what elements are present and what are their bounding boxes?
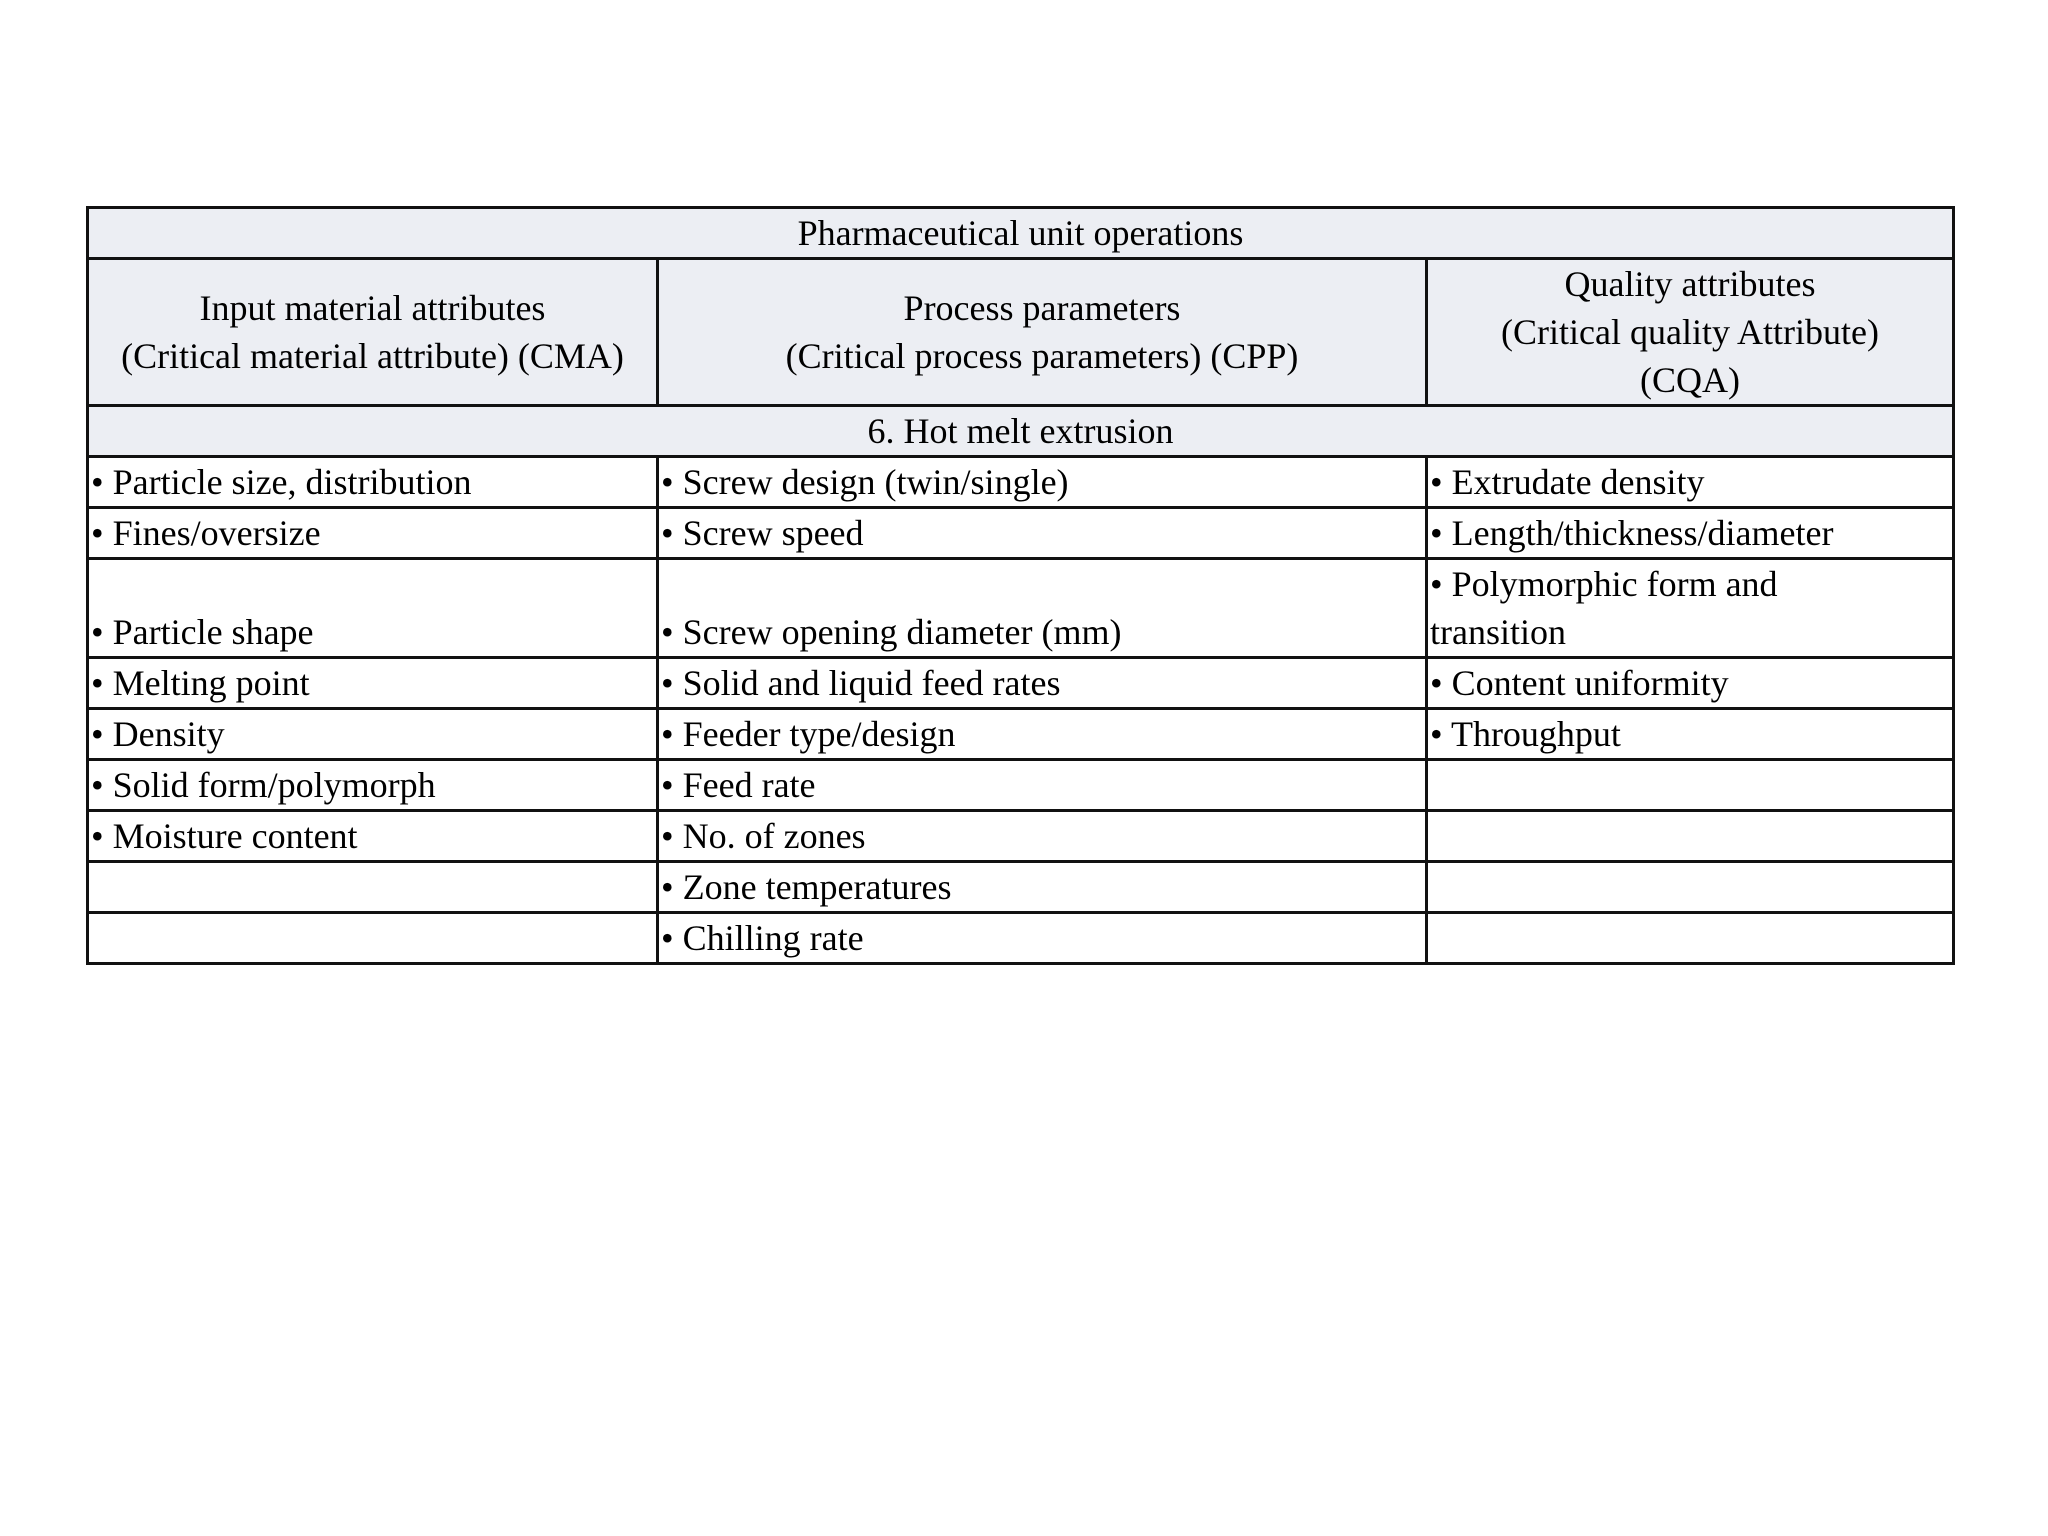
cqa-cell: • Content uniformity	[1427, 658, 1954, 709]
cpp-cell: • Solid and liquid feed rates	[658, 658, 1427, 709]
table-row	[88, 709, 1954, 760]
table-row	[88, 508, 1954, 559]
cqa-cell	[1427, 862, 1954, 913]
cma-cell: • Particle shape	[88, 559, 658, 658]
table-row	[88, 760, 1954, 811]
table-row	[88, 913, 1954, 964]
column-header-cma-line1: Input material attributes	[199, 288, 546, 328]
cpp-cell: • Screw design (twin/single)	[658, 457, 1427, 508]
cpp-cell: • Feed rate	[658, 760, 1427, 811]
cqa-cell: • Throughput	[1427, 709, 1954, 760]
cma-cell: • Fines/oversize	[88, 508, 658, 559]
cpp-cell: • No. of zones	[658, 811, 1427, 862]
cma-cell: • Melting point	[88, 658, 658, 709]
column-header-cma	[88, 259, 658, 406]
table-row	[88, 862, 1954, 913]
column-header-row	[88, 259, 1954, 406]
column-header-cpp	[658, 259, 1427, 406]
table-row	[88, 457, 1954, 508]
cqa-cell	[1427, 760, 1954, 811]
cqa-cell	[1427, 559, 1954, 658]
cpp-cell: • Zone temperatures	[658, 862, 1427, 913]
section-row	[88, 406, 1954, 457]
column-header-cma-line2: (Critical material attribute) (CMA)	[121, 336, 624, 376]
column-header-cqa	[1427, 259, 1954, 406]
cma-cell: • Particle size, distribution	[88, 457, 658, 508]
cqa-cell	[1427, 913, 1954, 964]
attributes-table-container	[86, 206, 1952, 965]
cma-cell: • Density	[88, 709, 658, 760]
cma-cell: • Solid form/polymorph	[88, 760, 658, 811]
cpp-cell: • Chilling rate	[658, 913, 1427, 964]
column-header-cqa-line2: (Critical quality Attribute)	[1501, 312, 1879, 352]
section-title: 6. Hot melt extrusion	[88, 406, 1954, 457]
column-header-cpp-line2: (Critical process parameters) (CPP)	[785, 336, 1299, 376]
table-title-row	[88, 208, 1954, 259]
cma-cell: • Moisture content	[88, 811, 658, 862]
cqa-cell	[1427, 811, 1954, 862]
cqa-cell-line2: transition	[1430, 612, 1566, 652]
cpp-cell: • Screw opening diameter (mm)	[658, 559, 1427, 658]
unit-operations-table	[86, 206, 1955, 965]
column-header-cqa-line1: Quality attributes	[1564, 264, 1816, 304]
cqa-cell: • Length/thickness/diameter	[1427, 508, 1954, 559]
table-row	[88, 658, 1954, 709]
table-title: Pharmaceutical unit operations	[88, 208, 1954, 259]
column-header-cpp-line1: Process parameters	[903, 288, 1181, 328]
cpp-cell: • Screw speed	[658, 508, 1427, 559]
table-row	[88, 811, 1954, 862]
table-row	[88, 559, 1954, 658]
cma-cell	[88, 862, 658, 913]
cqa-cell-line1: • Polymorphic form and	[1430, 564, 1778, 604]
cpp-cell: • Feeder type/design	[658, 709, 1427, 760]
cma-cell	[88, 913, 658, 964]
column-header-cqa-line3: (CQA)	[1640, 360, 1740, 400]
cqa-cell: • Extrudate density	[1427, 457, 1954, 508]
